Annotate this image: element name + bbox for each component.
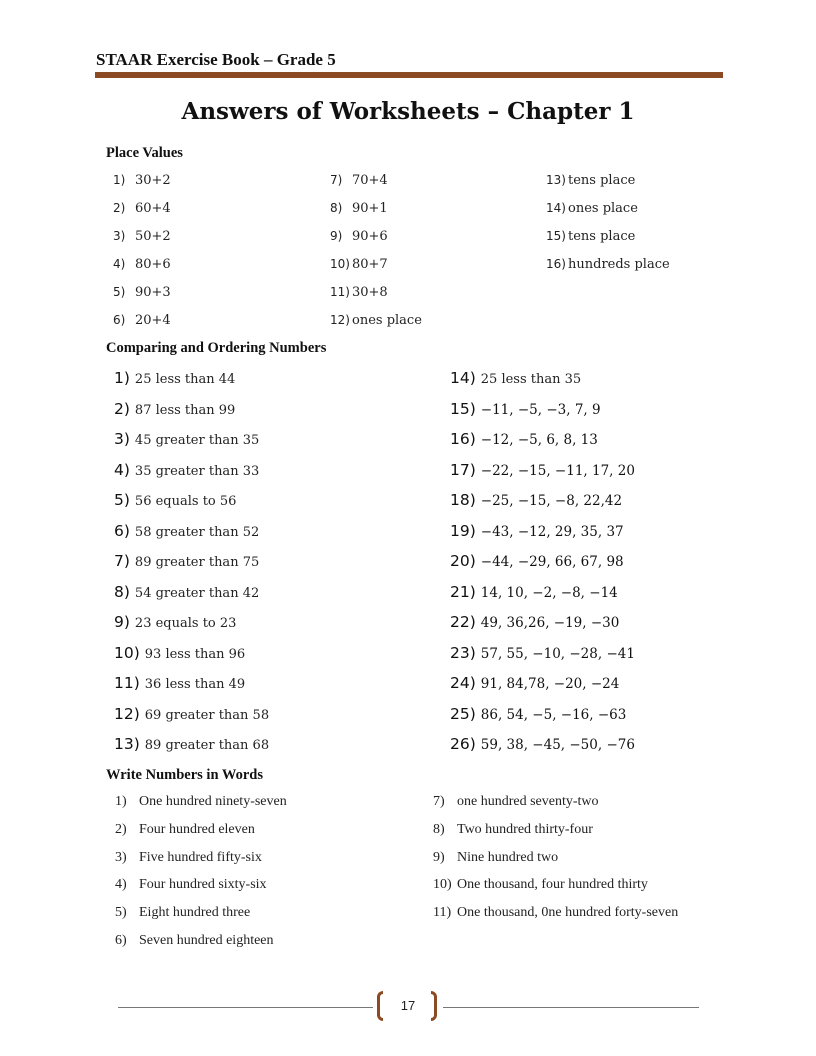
list-item: [330, 173, 388, 188]
item-answer: 57, 55, −10, −28, −41: [480, 645, 635, 662]
item-answer: 49, 36,26, −19, −30: [480, 615, 620, 631]
list-item: [450, 735, 635, 753]
item-number: 22): [450, 613, 476, 631]
item-number: 18): [450, 491, 476, 509]
item-answer: 23 equals to 23: [134, 616, 237, 631]
item-answer: 93 less than 96: [144, 646, 246, 662]
item-number: 13): [114, 735, 140, 753]
item-answer: One thousand, four hundred thirty: [457, 877, 648, 893]
item-number: 1): [115, 794, 127, 809]
item-number: 16): [450, 430, 476, 448]
item-number: 3): [113, 229, 126, 243]
item-answer: −44, −29, 66, 67, 98: [480, 554, 624, 570]
list-item: [113, 313, 171, 328]
list-item: [450, 674, 619, 692]
item-number: 25): [450, 704, 476, 723]
list-item: [114, 461, 259, 479]
item-answer: One thousand, 0ne hundred forty-seven: [457, 905, 679, 921]
list-item: [330, 313, 422, 328]
item-answer: Eight hundred three: [139, 905, 251, 921]
item-number: 3): [115, 849, 127, 865]
item-answer: 89 greater than 68: [144, 738, 270, 753]
item-number: 14): [450, 369, 476, 387]
item-number: 10): [114, 643, 140, 662]
item-number: 24): [450, 674, 476, 692]
item-number: 9): [330, 229, 343, 243]
list-item: [115, 933, 274, 949]
list-item: [113, 229, 171, 244]
item-answer: 50+2: [135, 229, 171, 244]
item-number: 2): [113, 201, 126, 215]
item-answer: hundreds place: [568, 257, 670, 272]
item-number: 6): [115, 933, 127, 948]
item-number: 8): [433, 821, 445, 837]
list-item: [114, 552, 259, 570]
item-number: 20): [450, 552, 476, 570]
list-item: [114, 613, 236, 631]
footer-bracket-left: [377, 991, 383, 1021]
item-number: 4): [113, 257, 126, 271]
item-number: 10): [433, 877, 452, 893]
item-answer: ones place: [352, 313, 422, 328]
list-item: [433, 822, 593, 838]
item-number: 1): [113, 173, 126, 187]
list-item: [114, 735, 269, 753]
item-number: 7): [114, 552, 130, 570]
list-item: [114, 491, 236, 509]
page-number: 17: [400, 998, 416, 1013]
item-number: 10): [330, 257, 350, 271]
item-number: 6): [113, 313, 126, 327]
list-item: [433, 905, 678, 921]
list-item: [433, 877, 648, 893]
item-answer: −25, −15, −8, 22,42: [480, 493, 623, 509]
item-number: 11): [330, 285, 350, 299]
item-answer: −22, −15, −11, 17, 20: [480, 462, 635, 479]
item-answer: tens place: [568, 173, 636, 188]
item-number: 2): [115, 821, 127, 837]
item-number: 8): [330, 201, 343, 215]
list-item: [546, 229, 635, 244]
item-answer: 25 less than 35: [480, 372, 582, 387]
item-number: 3): [114, 430, 130, 448]
section-heading-words: Write Numbers in Words: [106, 767, 263, 783]
section-heading-comparing: Comparing and Ordering Numbers: [106, 340, 327, 356]
list-item: [330, 285, 388, 300]
item-answer: 86, 54, −5, −16, −63: [480, 706, 627, 723]
list-item: [115, 877, 267, 893]
item-number: 6): [114, 521, 130, 540]
list-item: [114, 644, 245, 662]
item-answer: 87 less than 99: [134, 402, 236, 418]
item-number: 17): [450, 460, 476, 479]
item-answer: 89 greater than 75: [134, 555, 260, 570]
item-answer: 90+1: [352, 201, 388, 216]
item-number: 26): [450, 735, 476, 753]
list-item: [113, 201, 171, 216]
list-item: [114, 369, 235, 387]
item-answer: 90+6: [352, 229, 388, 244]
list-item: [450, 430, 598, 448]
item-answer: 80+7: [352, 257, 388, 272]
item-number: 13): [546, 173, 566, 187]
item-answer: 59, 38, −45, −50, −76: [480, 737, 635, 753]
list-item: [113, 257, 171, 272]
list-item: [450, 369, 581, 387]
item-answer: 90+3: [135, 285, 171, 300]
item-answer: 56 equals to 56: [134, 494, 237, 509]
item-answer: 80+6: [135, 257, 171, 272]
item-number: 12): [114, 704, 140, 723]
item-number: 5): [115, 905, 127, 921]
item-answer: 58 greater than 52: [134, 524, 260, 540]
list-item: [114, 705, 269, 723]
item-number: 16): [546, 257, 566, 271]
item-number: 14): [546, 201, 566, 215]
item-answer: 30+2: [135, 173, 171, 188]
list-item: [450, 552, 624, 570]
item-answer: 30+8: [352, 285, 388, 300]
item-answer: 69 greater than 58: [144, 707, 270, 723]
list-item: [450, 522, 624, 540]
item-number: 4): [115, 877, 127, 893]
list-item: [450, 491, 622, 509]
item-number: 1): [114, 369, 130, 387]
item-answer: 91, 84,78, −20, −24: [480, 676, 620, 692]
list-item: [114, 430, 259, 448]
item-answer: ones place: [568, 201, 638, 216]
list-item: [546, 173, 635, 188]
list-item: [330, 257, 388, 272]
footer-rule-left: [118, 1007, 373, 1008]
item-number: 12): [330, 313, 350, 327]
item-answer: One hundred ninety-seven: [139, 794, 287, 809]
item-answer: 25 less than 44: [134, 372, 236, 387]
footer-rule-right: [443, 1007, 699, 1008]
header-title: STAAR Exercise Book – Grade 5: [96, 50, 336, 69]
item-number: 4): [114, 460, 130, 479]
item-answer: 45 greater than 35: [134, 433, 260, 448]
section-heading-place-values: Place Values: [106, 145, 183, 161]
item-answer: Four hundred sixty-six: [139, 877, 267, 893]
list-item: [114, 674, 245, 692]
item-number: 9): [433, 849, 445, 865]
list-item: [433, 794, 599, 810]
list-item: [113, 285, 171, 300]
list-item: [450, 461, 635, 479]
item-answer: Seven hundred eighteen: [139, 933, 274, 948]
item-answer: 35 greater than 33: [134, 463, 260, 479]
item-answer: −12, −5, 6, 8, 13: [480, 432, 598, 448]
item-answer: −43, −12, 29, 35, 37: [480, 523, 624, 540]
item-number: 15): [546, 229, 566, 243]
item-answer: Two hundred thirty-four: [457, 821, 593, 837]
list-item: [115, 905, 250, 921]
item-number: 7): [433, 794, 445, 809]
item-number: 8): [114, 582, 130, 601]
page-title: Answers of Worksheets – Chapter 1: [181, 98, 635, 125]
item-answer: Five hundred fifty-six: [139, 849, 262, 865]
item-number: 9): [114, 613, 130, 631]
item-answer: 14, 10, −2, −8, −14: [480, 584, 618, 601]
item-number: 2): [114, 399, 130, 418]
list-item: [114, 583, 259, 601]
list-item: [113, 173, 171, 188]
list-item: [114, 400, 235, 418]
item-answer: 20+4: [135, 313, 171, 328]
item-answer: Four hundred eleven: [139, 821, 255, 837]
item-number: 7): [330, 173, 343, 187]
list-item: [114, 522, 259, 540]
list-item: [450, 644, 635, 662]
item-number: 15): [450, 399, 476, 418]
item-answer: 36 less than 49: [144, 677, 246, 692]
item-answer: −11, −5, −3, 7, 9: [480, 401, 601, 418]
item-number: 21): [450, 582, 476, 601]
item-number: 5): [114, 491, 130, 509]
list-item: [115, 794, 287, 810]
item-answer: 70+4: [352, 173, 388, 188]
item-number: 5): [113, 285, 126, 299]
list-item: [330, 229, 388, 244]
list-item: [433, 850, 558, 866]
list-item: [450, 583, 618, 601]
list-item: [450, 613, 619, 631]
item-number: 11): [433, 905, 452, 921]
item-answer: 60+4: [135, 201, 171, 216]
header-rule: [95, 72, 723, 78]
item-number: 19): [450, 521, 476, 540]
list-item: [546, 201, 638, 216]
list-item: [546, 257, 670, 272]
item-number: 11): [114, 674, 140, 692]
item-answer: Nine hundred two: [457, 849, 559, 865]
item-number: 23): [450, 643, 476, 662]
item-answer: 54 greater than 42: [134, 585, 260, 601]
item-answer: one hundred seventy-two: [457, 794, 599, 809]
list-item: [450, 400, 601, 418]
list-item: [115, 850, 262, 866]
footer-bracket-right: [431, 991, 437, 1021]
item-answer: tens place: [568, 229, 636, 244]
list-item: [450, 705, 626, 723]
list-item: [115, 822, 255, 838]
list-item: [330, 201, 388, 216]
